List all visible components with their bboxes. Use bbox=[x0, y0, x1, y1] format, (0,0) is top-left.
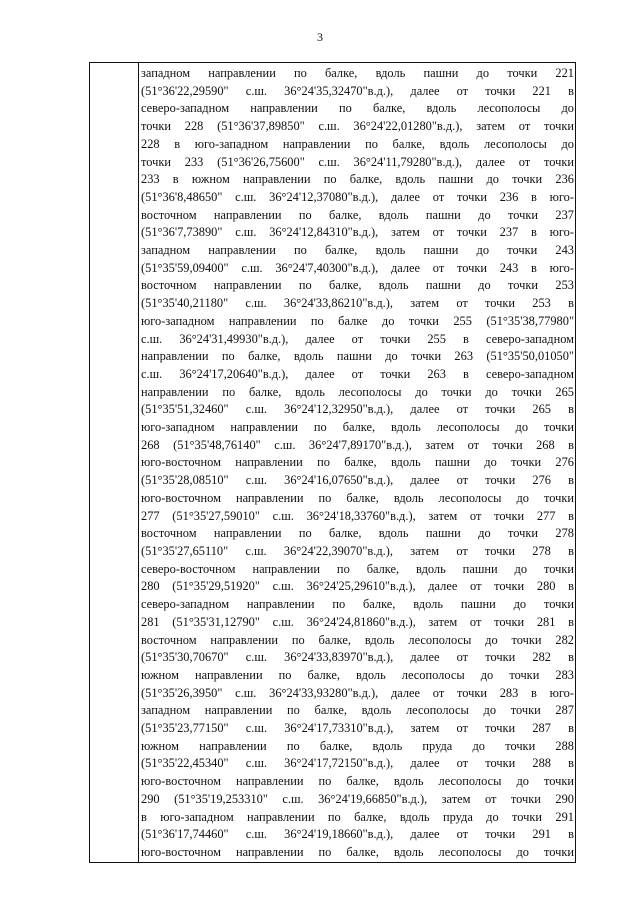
text-line: восточном направлении по балке, вдоль пашни до точки 237 bbox=[141, 207, 574, 222]
text-line: (51°35'59,09400" с.ш. 36°24'7,40300"в.д.), далее от точки 243 в юго- bbox=[141, 260, 574, 275]
text-line: западном направлении по балке, вдоль пашни до точки 221 bbox=[141, 66, 574, 80]
text-line: (51°35'27,65110" с.ш. 36°24'22,39070"в.д.), затем от точки 278 в bbox=[141, 543, 574, 558]
text-line: южном направлении по балке, вдоль пруда до точки 288 bbox=[141, 738, 574, 753]
page-number: 3 bbox=[317, 30, 323, 44]
text-line: восточном направлении по балке, вдоль лесополосы до точки 282 bbox=[141, 632, 574, 647]
text-line: (51°35'51,32460" с.ш. 36°24'12,32950"в.д.), далее от точки 265 в bbox=[141, 402, 574, 417]
text-line: 277 (51°35'27,59010" с.ш. 36°24'18,33760"в.д.), затем от точки 277 в bbox=[141, 508, 574, 523]
text-line: 228 в юго-западном направлении по балке, вдоль лесополосы до bbox=[141, 136, 574, 151]
table-cell-empty bbox=[90, 63, 139, 863]
text-line: северо-восточном направлении по балке, вдоль пашни до точки bbox=[141, 561, 574, 576]
text-line: с.ш. 36°24'17,20640"в.д.), далее от точки 263 в северо-западном bbox=[141, 366, 574, 381]
text-line: восточном направлении по балке, вдоль пашни до точки 278 bbox=[141, 526, 574, 541]
text-line: (51°35'26,3950" с.ш. 36°24'33,93280"в.д.), далее от точки 283 в юго- bbox=[141, 685, 574, 700]
text-line: (51°36'22,29590" с.ш. 36°24'35,32470"в.д.), далее от точки 221 в bbox=[141, 83, 574, 98]
boundary-description-table bbox=[89, 62, 576, 863]
text-line: (51°36'17,74460" с.ш. 36°24'19,18660"в.д.), далее от точки 291 в bbox=[141, 827, 574, 842]
text-line: восточном направлении по балке, вдоль пашни до точки 253 bbox=[141, 278, 574, 293]
text-line: южном направлении по балке, вдоль лесополосы до точки 283 bbox=[141, 667, 574, 682]
text-line: точки 233 (51°36'26,75600" с.ш. 36°24'11,79280"в.д.), далее от точки bbox=[141, 154, 574, 169]
text-line: 268 (51°35'48,76140" с.ш. 36°24'7,89170"в.д.), затем от точки 268 в bbox=[141, 437, 574, 452]
text-line: с.ш. 36°24'31,49930"в.д.), далее от точки 255 в северо-западном bbox=[141, 331, 574, 346]
text-line: 233 в южном направлении по балке, вдоль пашни до точки 236 bbox=[141, 172, 574, 187]
text-line: (51°36'8,48650" с.ш. 36°24'12,37080"в.д.), далее от точки 236 в юго- bbox=[141, 189, 574, 204]
text-line: (51°35'23,77150" с.ш. 36°24'17,73310"в.д.), затем от точки 287 в bbox=[141, 721, 574, 736]
text-line: точки 228 (51°36'37,89850" с.ш. 36°24'22,01280"в.д.), затем от точки bbox=[141, 119, 574, 134]
text-line: юго-западном направлении по балке, вдоль лесополосы до точки bbox=[141, 420, 574, 435]
text-line: юго-восточном направлении по балке, вдоль пашни до точки 276 bbox=[141, 455, 574, 470]
text-line: 280 (51°35'29,51920" с.ш. 36°24'25,29610"в.д.), далее от точки 280 в bbox=[141, 579, 574, 594]
text-line: северо-западном направлении по балке, вдоль лесополосы до bbox=[141, 101, 574, 116]
text-line: западном направлении по балке, вдоль пашни до точки 243 bbox=[141, 243, 574, 258]
text-line: направлении по балке, вдоль пашни до точки 263 (51°35'50,01050" bbox=[141, 349, 574, 364]
text-line: 281 (51°35'31,12790" с.ш. 36°24'24,81860"в.д.), затем от точки 281 в bbox=[141, 614, 574, 629]
boundary-description-text bbox=[139, 63, 575, 862]
text-line: западном направлении по балке, вдоль лесополосы до точки 287 bbox=[141, 703, 574, 718]
text-line: (51°35'40,21180" с.ш. 36°24'33,86210"в.д.), затем от точки 253 в bbox=[141, 296, 574, 311]
text-line: юго-восточном направлении по балке, вдоль лесополосы до точки bbox=[141, 490, 574, 505]
text-line: (51°36'7,73890" с.ш. 36°24'12,84310"в.д.), затем от точки 237 в юго- bbox=[141, 225, 574, 240]
text-line: юго-восточном направлении по балке, вдоль лесополосы до точки bbox=[141, 844, 574, 859]
text-line: (51°35'22,45340" с.ш. 36°24'17,72150"в.д.), далее от точки 288 в bbox=[141, 756, 574, 771]
text-line: (51°35'28,08510" с.ш. 36°24'16,07650"в.д.), далее от точки 276 в bbox=[141, 473, 574, 488]
table-row bbox=[90, 63, 576, 863]
text-line: 290 (51°35'19,253310" с.ш. 36°24'19,66850"в.д.), затем от точки 290 bbox=[141, 791, 574, 806]
text-line: северо-западном направлении по балке, вдоль пашни до точки bbox=[141, 597, 574, 612]
table-cell-description bbox=[139, 63, 576, 863]
text-line: в юго-западном направлении по балке, вдоль пруда до точки 291 bbox=[141, 809, 574, 824]
text-line: юго-западном направлении по балке до точки 255 (51°35'38,77980" bbox=[141, 313, 574, 328]
text-line: (51°35'30,70670" с.ш. 36°24'33,83970"в.д.), далее от точки 282 в bbox=[141, 650, 574, 665]
text-line: направлении по балке, вдоль лесополосы до точки до точки 265 bbox=[141, 384, 574, 399]
text-line: юго-восточном направлении по балке, вдоль лесополосы до точки bbox=[141, 774, 574, 789]
